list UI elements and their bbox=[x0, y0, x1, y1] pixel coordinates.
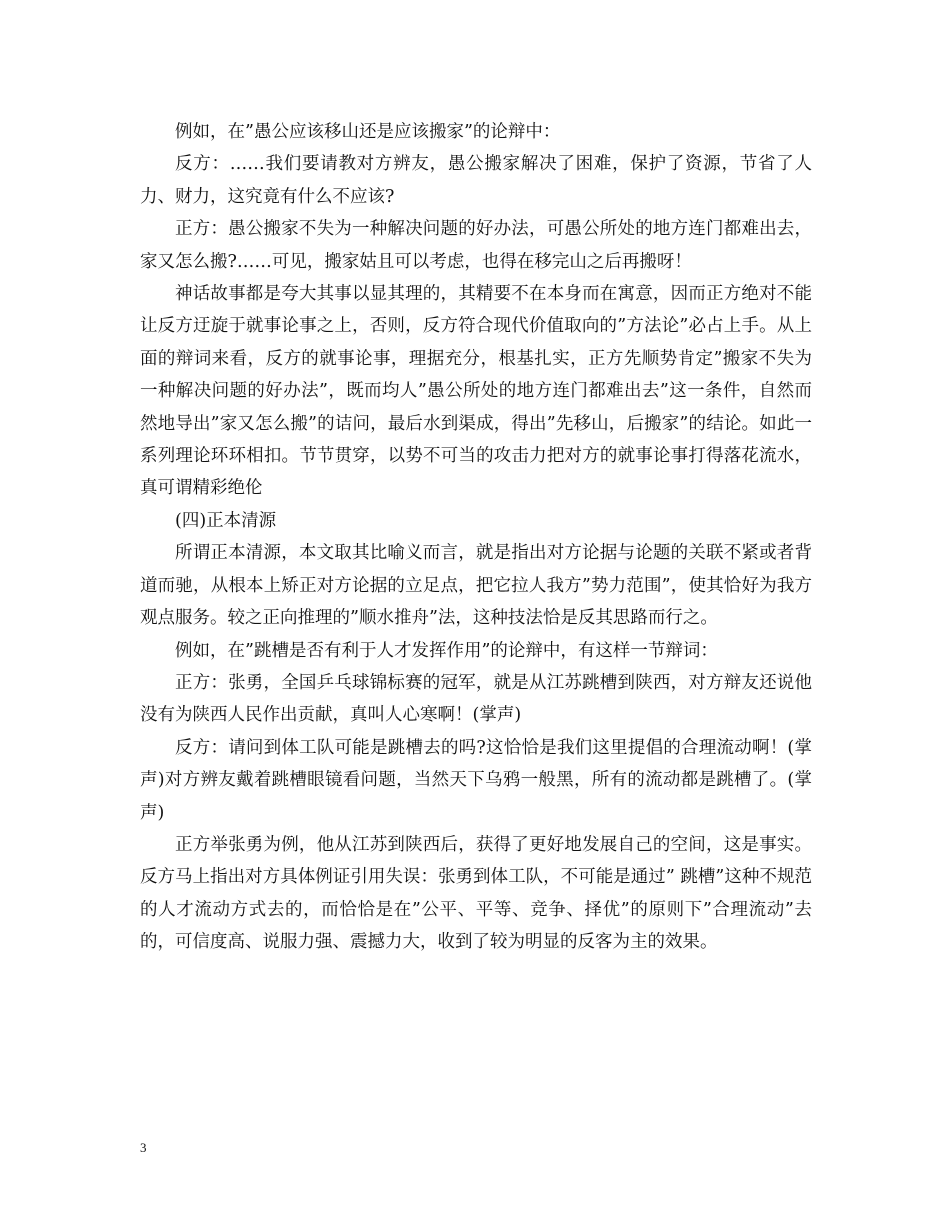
paragraph-con-argument-2: 反方：请问到体工队可能是跳槽去的吗?这恰恰是我们这里提倡的合理流动啊！(掌声)对方辨友戴着跳槽眼镜看问题，当然天下乌鸦一般黑，所有的流动都是跳槽了。(掌声) bbox=[140, 737, 812, 823]
paragraph-pro-argument-2: 正方：张勇，全国乒乓球锦标赛的冠军，就是从江苏跳槽到陕西，对方辩友还说他没有为陕西人民作出贡献，真叫人心寒啊！(掌声) bbox=[140, 672, 812, 726]
paragraph-con-argument: 反方：……我们要请教对方辨友，愚公搬家解决了困难，保护了资源，节省了人力、财力，这究竟有什么不应该? bbox=[140, 154, 812, 207]
paragraph-definition: 所谓正本清源，本文取其比喻义而言，就是指出对方论据与论题的关联不紧或者背道而驰，从根本上矫正对方论据的立足点，把它拉人我方”势力范围”，使其恰好为我方观点服务。较之正向推理的”顺水推舟”法，这种技法恰是反其思路而行之。 bbox=[140, 543, 812, 629]
paragraph-example-intro: 例如，在”愚公应该移山还是应该搬家”的论辩中： bbox=[175, 122, 561, 142]
page-number: 3 bbox=[140, 1140, 147, 1155]
section-heading: (四)正本清源 bbox=[175, 510, 277, 531]
paragraph-pro-argument: 正方：愚公搬家不失为一种解决问题的好办法，可愚公所处的地方连门都难出去，家又怎么搬?……可见，搬家姑且可以考虑，也得在移完山之后再搬呀！ bbox=[140, 219, 812, 272]
paragraph-example-intro-2: 例如，在”跳槽是否有利于人才发挥作用”的论辩中，有这样一节辩词： bbox=[175, 640, 718, 661]
paragraph-analysis-2: 正方举张勇为例，他从江苏到陕西后，获得了更好地发展自己的空间，这是事实。反方马上指出对方具体例证引用失误：张勇到体工队，不可能是通过” 跳槽”这种不规范的人才流动方式去的，而恰恰是在”公平、平等、竞争、择优”的原则下”合理流动”去的，可信度高、说服力强、震撼力大，收到了较为明显的反客为主的效果。 bbox=[140, 834, 812, 953]
document-body bbox=[140, 116, 812, 959]
paragraph-analysis: 神话故事都是夸大其事以显其理的，其精要不在本身而在寓意，因而正方绝对不能让反方迂旋于就事论事之上，否则，反方符合现代价值取向的”方法论”必占上手。从上面的辩词来看，反方的就事论事，理据充分，根基扎实，正方先顺势肯定”搬家不失为一种解决问题的好办法”，既而均人”愚公所处的地方连门都难出去”这一条件，自然而然地导出”家又怎么搬”的诘问，最后水到渠成，得出”先移山，后搬家”的结论。如此一系列理论环环相扣。节节贯穿，以势不可当的攻击力把对方的就事论事打得落花流水，真可谓精彩绝伦 bbox=[140, 284, 812, 499]
